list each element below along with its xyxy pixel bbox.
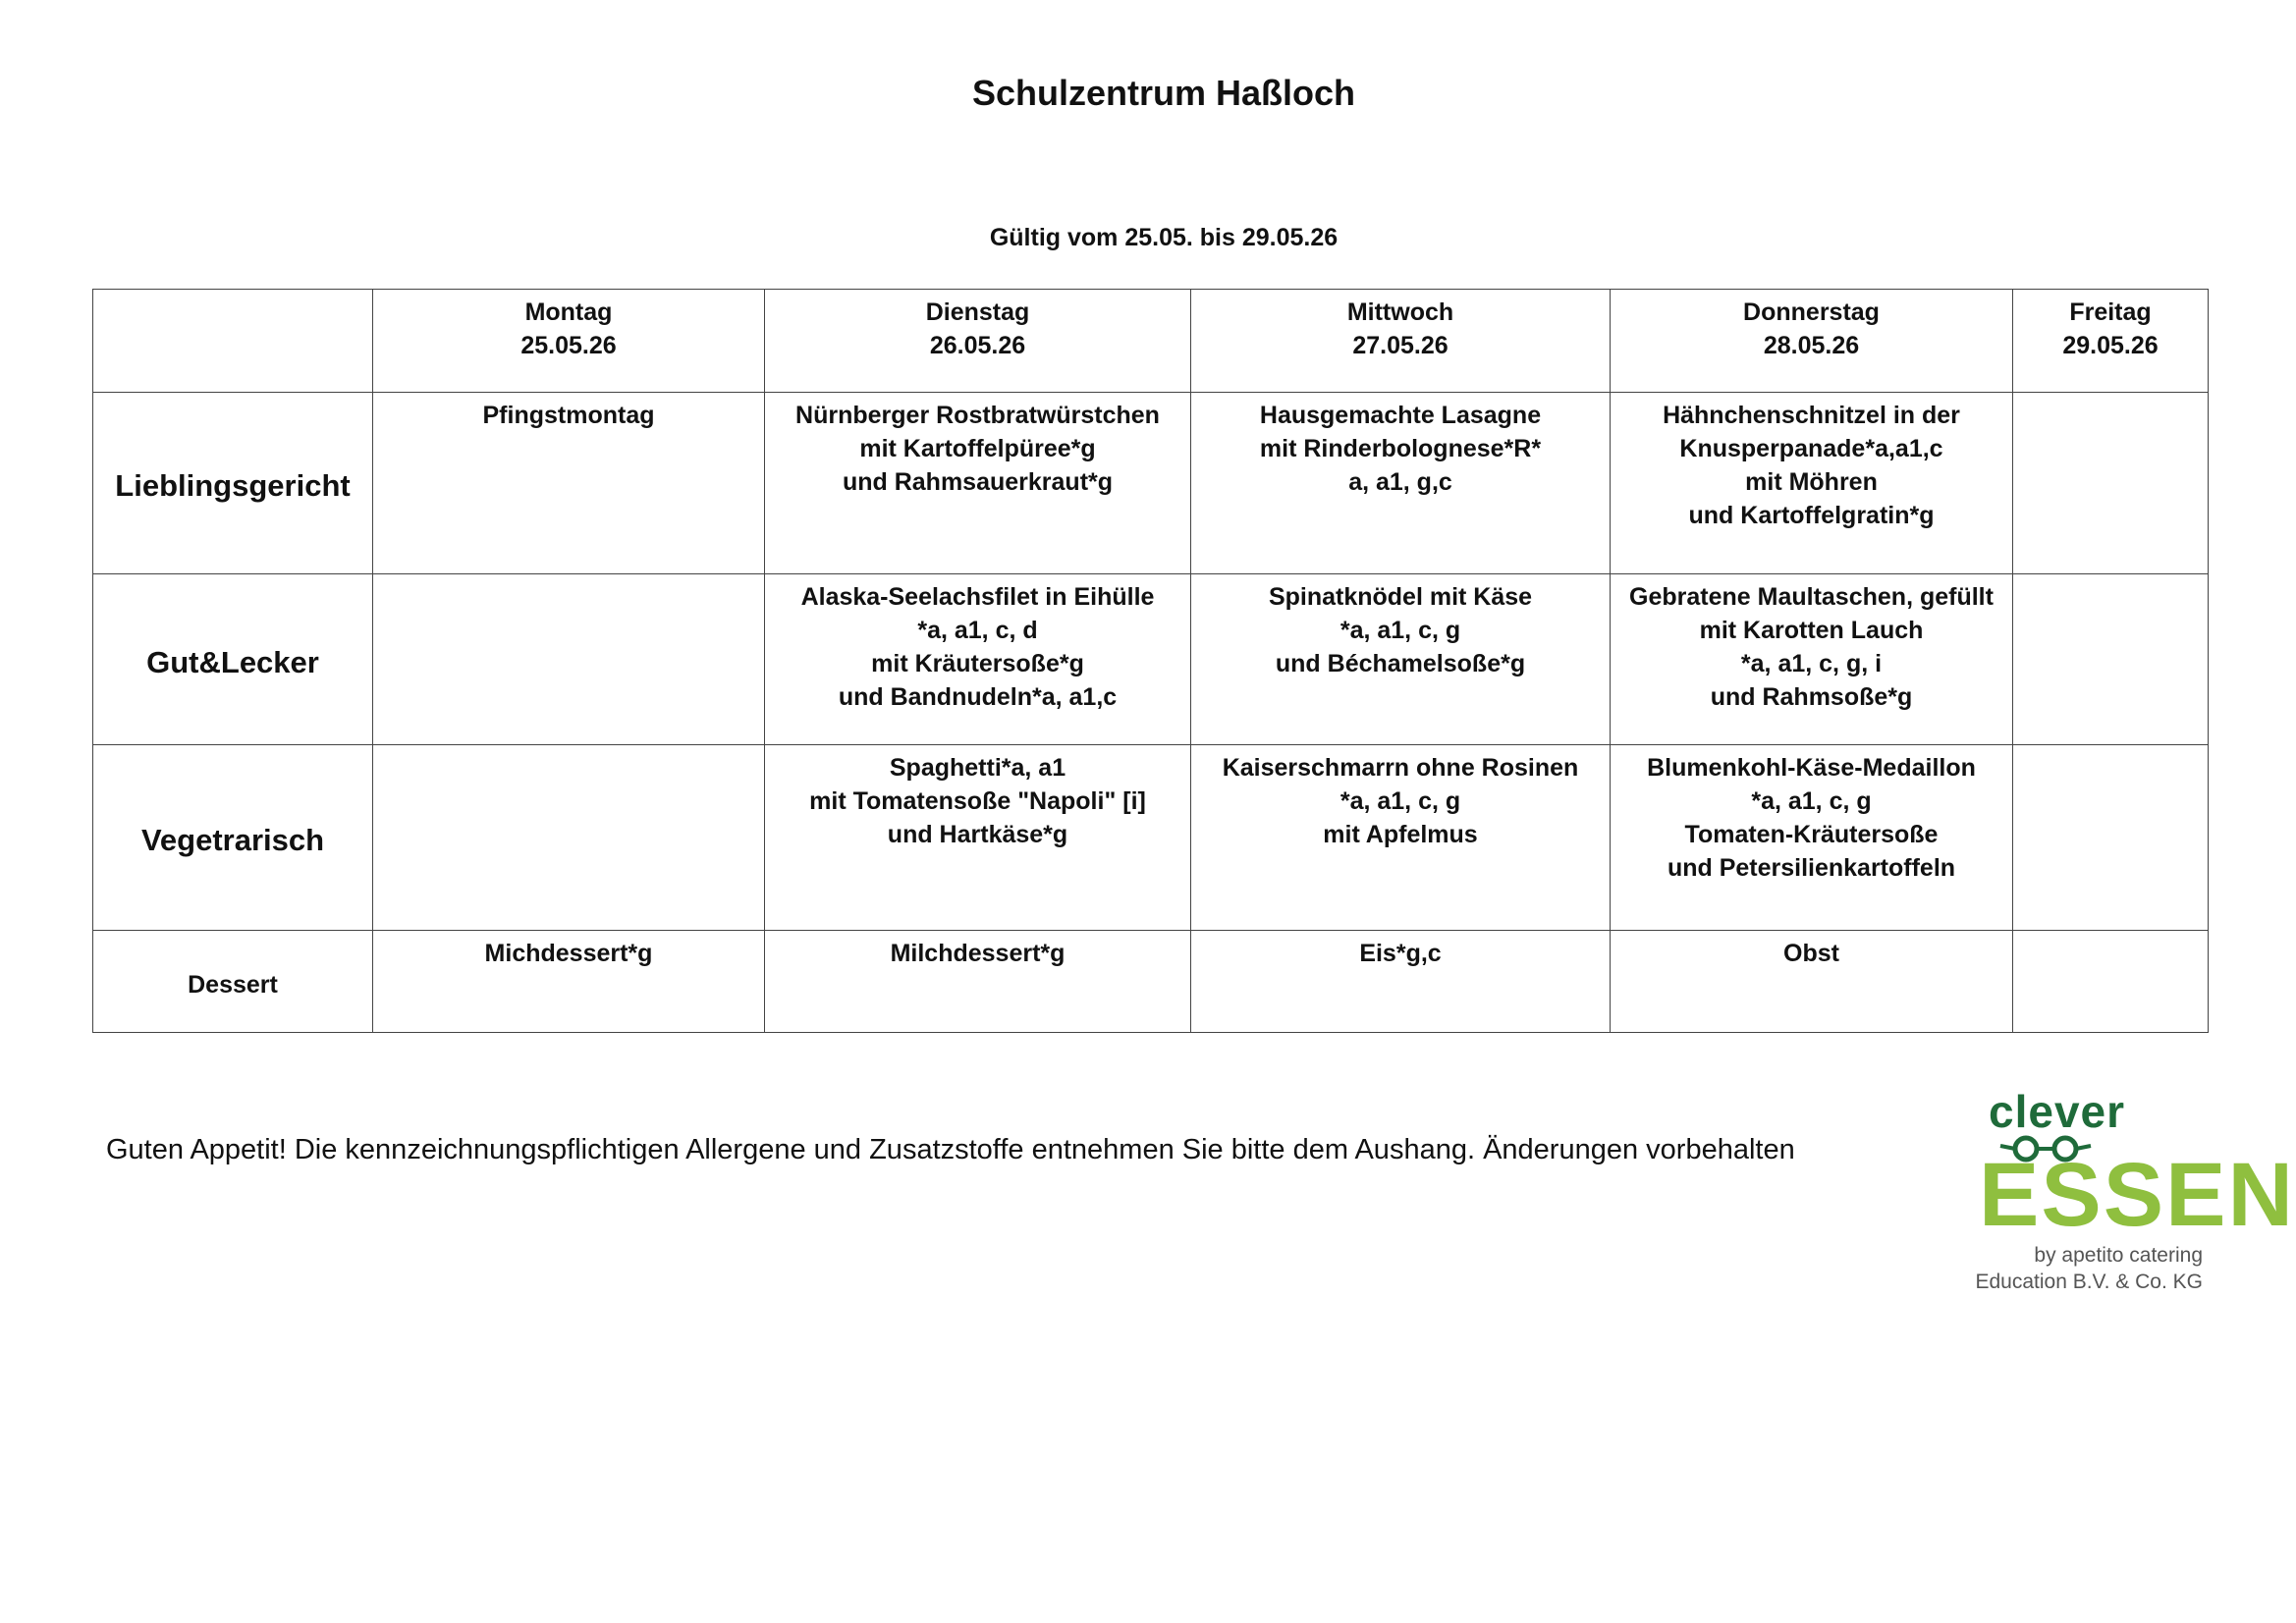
dish-line: mit Rinderbolognese*R* (1259, 435, 1542, 462)
day-date: 26.05.26 (929, 332, 1026, 359)
menu-cell (765, 393, 1191, 574)
menu-cell (373, 745, 765, 931)
logo-word-essen: ESSEN (1979, 1145, 2295, 1245)
day-header-monday (373, 290, 765, 393)
day-header-row (93, 290, 2209, 393)
dish-line: und Bandnudeln*a, a1,c (838, 683, 1118, 711)
dish-line: *a, a1, c, d (917, 617, 1038, 644)
day-header-tuesday (765, 290, 1191, 393)
day-name: Freitag (2069, 298, 2152, 326)
dish-line: Michdessert*g (484, 940, 653, 967)
day-header-thursday (1611, 290, 2013, 393)
dish-line: mit Apfelmus (1323, 821, 1478, 848)
dish-line: Gebratene Maultaschen, gefüllt (1629, 583, 1994, 611)
day-date: 28.05.26 (1763, 332, 1860, 359)
logo-byline-2: Education B.V. & Co. KG (1975, 1271, 2203, 1293)
dish-line: Pfingstmontag (482, 402, 655, 429)
menu-cell (1611, 393, 2013, 574)
day-date: 25.05.26 (520, 332, 617, 359)
dish-line: Milchdessert*g (890, 940, 1066, 967)
menu-cell (1611, 574, 2013, 745)
corner-cell (93, 290, 373, 393)
footer-note: Guten Appetit! Die kennzeichnungspflichtigen Allergene und Zusatzstoffe entnehmen Sie bitte dem Aushang. Änderungen vorbehalten (106, 1134, 1795, 1165)
dish-line: Kaiserschmarrn ohne Rosinen (1222, 754, 1579, 782)
validity-period: Gültig vom 25.05. bis 29.05.26 (989, 224, 1339, 251)
menu-cell (2013, 574, 2209, 745)
dish-line: Spaghetti*a, a1 (889, 754, 1066, 782)
category-label: Gut&Lecker (93, 574, 373, 745)
menu-cell (1191, 574, 1611, 745)
day-header-friday (2013, 290, 2209, 393)
menu-table (92, 289, 2209, 1033)
day-name: Mittwoch (1346, 298, 1454, 326)
dish-line: Obst (1783, 940, 1839, 967)
menu-cell (2013, 931, 2209, 1033)
category-row (93, 393, 2209, 574)
dish-line: Spinatknödel mit Käse (1268, 583, 1533, 611)
menu-cell (1611, 745, 2013, 931)
dish-line: mit Tomatensoße "Napoli" [i] (809, 787, 1146, 815)
dish-line: mit Möhren (1745, 468, 1878, 496)
dish-line: *a, a1, c, g, i (1740, 650, 1883, 677)
menu-cell (2013, 393, 2209, 574)
menu-cell (1611, 931, 2013, 1033)
logo-word-clever: clever (1989, 1086, 2126, 1137)
day-name: Donnerstag (1743, 298, 1880, 326)
dish-line: *a, a1, c, g (1751, 787, 1872, 815)
menu-cell (765, 574, 1191, 745)
dish-line: und Hartkäse*g (887, 821, 1068, 848)
dish-line: Nürnberger Rostbratwürstchen (795, 402, 1160, 429)
clever-essen-logo (1975, 1085, 2295, 1301)
category-label: Dessert (93, 931, 373, 1033)
logo-byline-1: by apetito catering (2034, 1244, 2203, 1267)
menu-cell (765, 931, 1191, 1033)
category-label: Lieblingsgericht (93, 393, 373, 574)
category-row (93, 574, 2209, 745)
day-name: Montag (524, 298, 613, 326)
dish-line: und Rahmsoße*g (1710, 683, 1913, 711)
dish-line: mit Kräutersoße*g (871, 650, 1084, 677)
menu-cell (1191, 931, 1611, 1033)
category-row (93, 931, 2209, 1033)
dish-line: Hausgemachte Lasagne (1259, 402, 1542, 429)
dish-line: mit Kartoffelpüree*g (859, 435, 1096, 462)
category-label: Vegetrarisch (93, 745, 373, 931)
page-title: Schulzentrum Haßloch (971, 73, 1356, 113)
dish-line: Hähnchenschnitzel in der (1663, 402, 1960, 429)
day-date: 29.05.26 (2062, 332, 2159, 359)
menu-cell (1191, 393, 1611, 574)
dish-line: Blumenkohl-Käse-Medaillon (1647, 754, 1976, 782)
menu-cell (765, 745, 1191, 931)
dish-line: und Béchamelsoße*g (1275, 650, 1526, 677)
dish-line: und Rahmsauerkraut*g (842, 468, 1114, 496)
dish-line: Tomaten-Kräutersoße (1684, 821, 1939, 848)
dish-line: mit Karotten Lauch (1699, 617, 1924, 644)
dish-line: und Petersilienkartoffeln (1667, 854, 1956, 882)
menu-cell (373, 393, 765, 574)
day-date: 27.05.26 (1352, 332, 1449, 359)
dish-line: Alaska-Seelachsfilet in Eihülle (800, 583, 1155, 611)
menu-cell (373, 574, 765, 745)
day-header-wednesday (1191, 290, 1611, 393)
dish-line: *a, a1, c, g (1339, 617, 1461, 644)
day-name: Dienstag (925, 298, 1030, 326)
dish-line: *a, a1, c, g (1339, 787, 1461, 815)
dish-line: Knusperpanade*a,a1,c (1679, 435, 1943, 462)
menu-cell (373, 931, 765, 1033)
category-row (93, 745, 2209, 931)
menu-cell (2013, 745, 2209, 931)
menu-cell (1191, 745, 1611, 931)
dish-line: Eis*g,c (1359, 940, 1442, 967)
dish-line: und Kartoffelgratin*g (1688, 502, 1935, 529)
logo-byline (1975, 1242, 2203, 1295)
dish-line: a, a1, g,c (1348, 468, 1452, 496)
